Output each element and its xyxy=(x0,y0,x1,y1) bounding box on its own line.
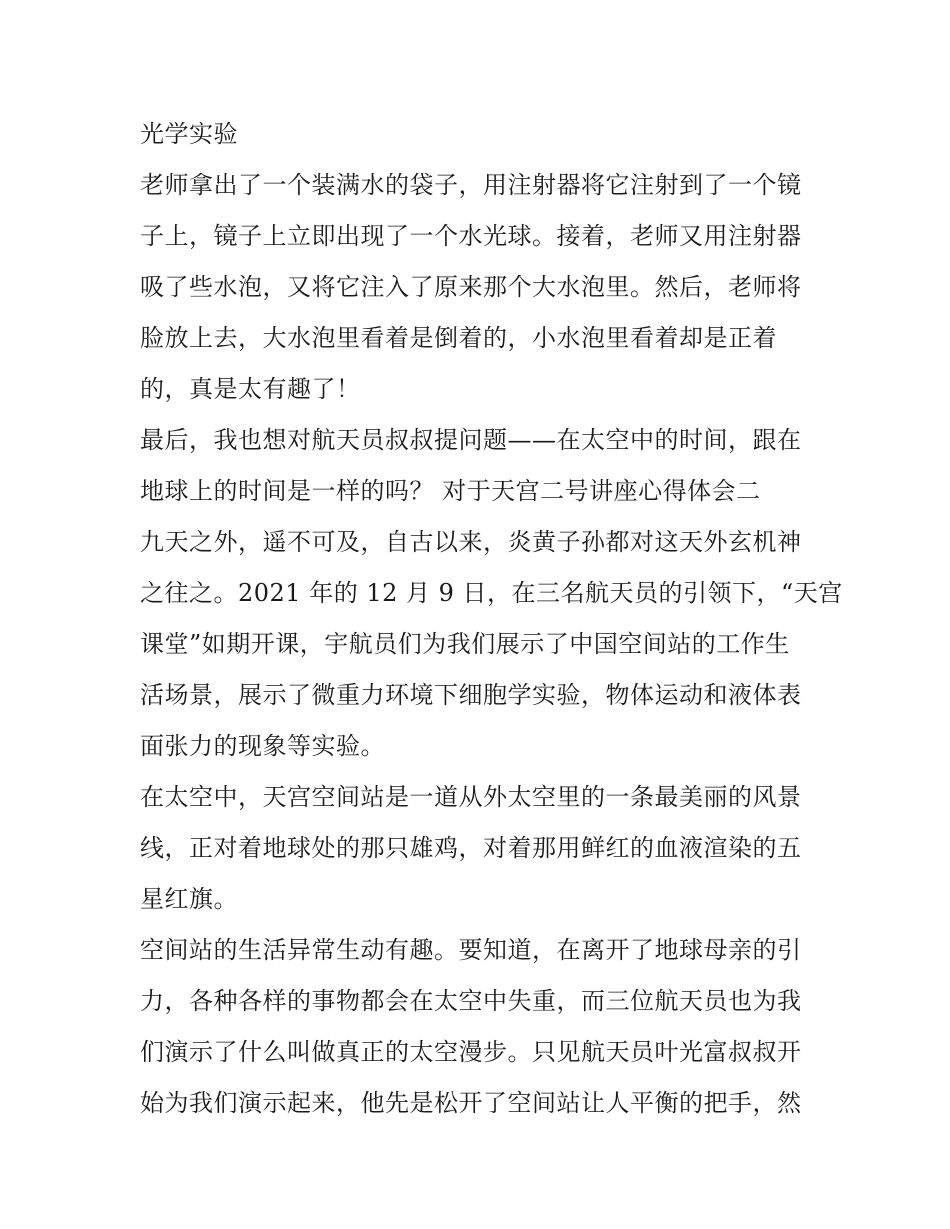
document-body xyxy=(140,109,843,1129)
text-line-20: 始为我们演示起来，他先是松开了空间站让人平衡的把手，然 xyxy=(140,1089,802,1117)
text-line-13: 面张力的现象等实验。 xyxy=(140,732,385,760)
text-line-18: 力，各种各样的事物都会在太空中失重，而三位航天员也为我 xyxy=(140,987,802,1015)
text-line-5: 脸放上去，大水泡里看着是倒着的，小水泡里看着却是正着 xyxy=(140,324,777,352)
text-line-15: 线，正对着地球处的那只雄鸡，对着那用鲜红的血液渲染的五 xyxy=(140,834,802,862)
text-line-17: 空间站的生活异常生动有趣。要知道，在离开了地球母亲的引 xyxy=(140,936,802,964)
text-line-1: 光学实验 xyxy=(140,120,238,148)
text-line-10: 之往之。2021 年的 12 月 9 日，在三名航天员的引领下，“天宫 xyxy=(140,579,843,607)
text-line-12: 活场景，展示了微重力环境下细胞学实验，物体运动和液体表 xyxy=(140,681,802,709)
text-line-4: 吸了些水泡，又将它注入了原来那个大水泡里。然后，老师将 xyxy=(140,273,802,301)
text-line-6: 的，真是太有趣了！ xyxy=(140,375,361,403)
text-line-3: 子上，镜子上立即出现了一个水光球。接着，老师又用注射器 xyxy=(140,222,802,250)
text-line-2: 老师拿出了一个装满水的袋子，用注射器将它注射到了一个镜 xyxy=(140,171,802,199)
text-line-19: 们演示了什么叫做真正的太空漫步。只见航天员叶光富叔叔开 xyxy=(140,1038,802,1066)
text-line-9: 九天之外，遥不可及，自古以来，炎黄子孙都对这天外玄机神 xyxy=(140,528,802,556)
text-line-11: 课堂”如期开课，宇航员们为我们展示了中国空间站的工作生 xyxy=(140,630,790,658)
text-line-14: 在太空中，天宫空间站是一道从外太空里的一条最美丽的风景 xyxy=(140,783,802,811)
text-line-8: 地球上的时间是一样的吗？ 对于天宫二号讲座心得体会二 xyxy=(140,477,761,505)
text-line-7: 最后，我也想对航天员叔叔提问题——在太空中的时间，跟在 xyxy=(140,426,802,454)
text-line-16: 星红旗。 xyxy=(140,885,238,913)
